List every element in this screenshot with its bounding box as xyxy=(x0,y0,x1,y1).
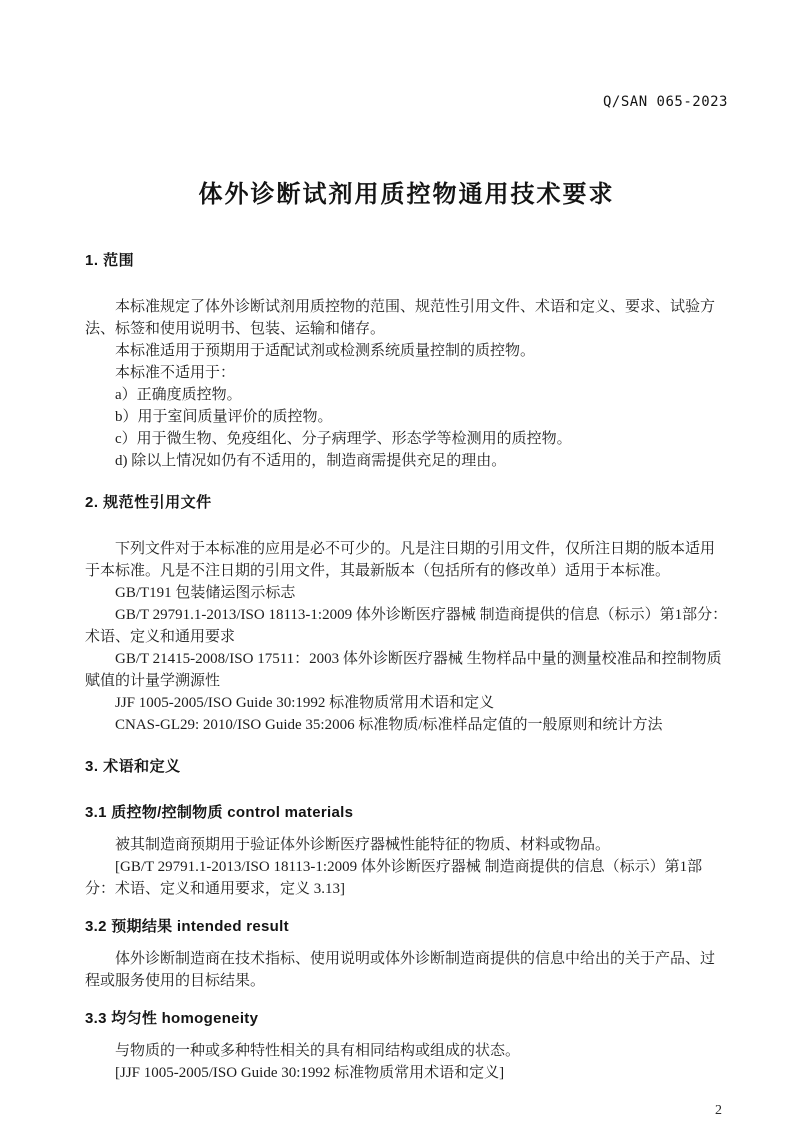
reference-item: CNAS-GL29: 2010/ISO Guide 35:2006 标准物质/标准样品定值的一般原则和统计方法 xyxy=(115,717,663,733)
page-number: 2 xyxy=(715,1103,722,1118)
scope-paragraph: 本标准规定了体外诊断试剂用质控物的范围、规范性引用文件、术语和定义、要求、试验方法、标签和使用说明书、包装、运输和储存。 xyxy=(85,299,716,337)
scope-list-item-c: c）用于微生物、免疫组化、分子病理学、形态学等检测用的质控物。 xyxy=(115,431,572,447)
scope-paragraph: 本标准适用于预期用于适配试剂或检测系统质量控制的质控物。 xyxy=(115,343,536,359)
term-heading-homogeneity: 3.3 均匀性 homogeneity xyxy=(85,1010,259,1027)
scope-list-item-a: a）正确度质控物。 xyxy=(115,387,242,403)
section-heading-normative-references: 2. 规范性引用文件 xyxy=(85,494,212,511)
term-definition: 体外诊断制造商在技术指标、使用说明或体外诊断制造商提供的信息中给出的关于产品、过程或服务使用的目标结果。 xyxy=(85,951,716,989)
scope-paragraph: 本标准不适用于： xyxy=(115,365,236,381)
term-heading-control-materials: 3.1 质控物/控制物质 control materials xyxy=(85,804,354,821)
term-definition: 被其制造商预期用于验证体外诊断医疗器械性能特征的物质、材料或物品。 xyxy=(115,837,611,853)
term-definition: 与物质的一种或多种特性相关的具有相同结构或组成的状态。 xyxy=(115,1043,521,1059)
doc-code: Q/SAN 065-2023 xyxy=(602,94,728,110)
scope-list-item-d: d) 除以上情况如仍有不适用的，制造商需提供充足的理由。 xyxy=(115,453,507,469)
reference-item: GB/T 29791.1-2013/ISO 18113-1:2009 体外诊断医疗器械 制造商提供的信息（标示）第1部分：术语、定义和通用要求 xyxy=(85,607,728,645)
reference-item: JJF 1005-2005/ISO Guide 30:1992 标准物质常用术语和定义 xyxy=(115,695,495,711)
references-intro: 下列文件对于本标准的应用是必不可少的。凡是注日期的引用文件，仅所注日期的版本适用于本标准。凡是不注日期的引用文件，其最新版本（包括所有的修改单）适用于本标准。 xyxy=(85,541,716,579)
section-heading-scope: 1. 范围 xyxy=(85,252,135,269)
document-content xyxy=(85,250,728,1084)
term-source: [JJF 1005-2005/ISO Guide 30:1992 标准物质常用术语和定义] xyxy=(115,1065,505,1081)
term-source: [GB/T 29791.1-2013/ISO 18113-1:2009 体外诊断医疗器械 制造商提供的信息（标示）第1部分：术语、定义和通用要求，定义 3.13] xyxy=(85,859,703,897)
term-heading-intended-result: 3.2 预期结果 intended result xyxy=(85,918,289,935)
reference-item: GB/T 21415-2008/ISO 17511：2003 体外诊断医疗器械 生物样品中量的测量校准品和控制物质赋值的计量学溯源性 xyxy=(85,651,722,689)
section-heading-terms: 3. 术语和定义 xyxy=(85,758,181,775)
doc-title: 体外诊断试剂用质控物通用技术要求 xyxy=(198,181,615,208)
scope-list-item-b: b）用于室间质量评价的质控物。 xyxy=(115,409,333,425)
reference-item: GB/T191 包装储运图示标志 xyxy=(115,585,296,601)
